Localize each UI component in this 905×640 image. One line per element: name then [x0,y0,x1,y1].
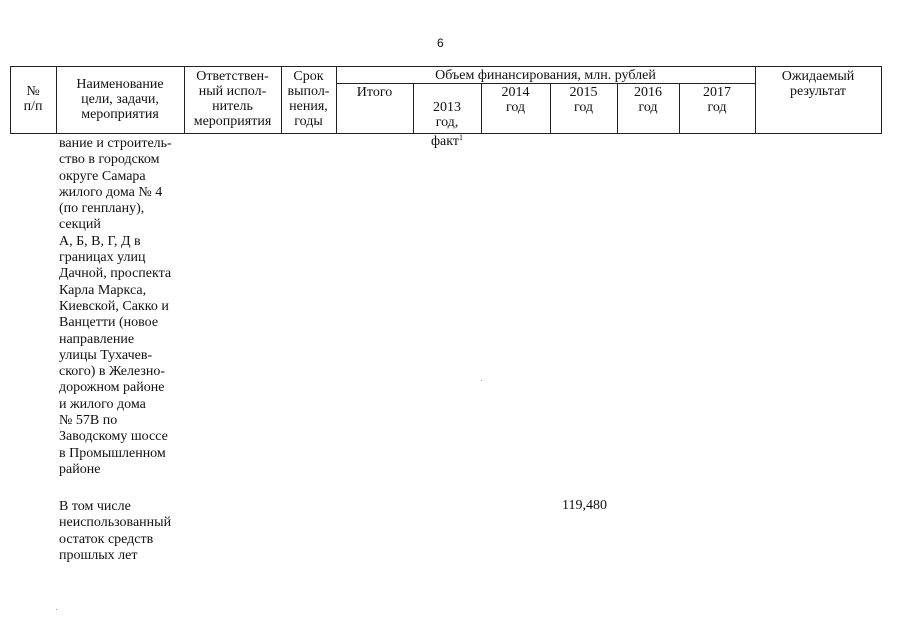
header-2013 [413,85,481,149]
header-total: Итого [356,85,393,100]
row-2-2015-value: 119,480 [562,498,607,513]
page-number: 6 [437,36,444,50]
header-2013-fact: факт$^1$ [430,133,464,149]
footnote-mark: 1 [459,133,464,142]
scan-speck [56,609,57,610]
header-2015: 2015 год [569,85,598,115]
header-result: Ожидаемый результат [781,69,855,99]
header-responsible: Ответствен- ный испол- нитель мероприятия [193,69,272,129]
header-funding-group: Объем финансирования, млн. рублей [435,68,656,83]
header-name: Наименование цели, задачи, мероприятия [76,77,164,122]
header-2017: 2017 год [703,85,731,115]
header-2013-label: 2013 год, [433,100,461,130]
row-1-name: вание и строитель- ство в городском округе Самара жилого дома № 4 (по генплану), секций А, Б, В, Г, Д в границах улиц Дачной, проспекта Карла Маркса, Киевской, Сакко и Ванцетти (новое направление улицы Тухачев- ского) в Железно- дорожном районе и жилого дома № 57В по Заводскому шоссе в Промышленном районе [59,136,172,477]
header-2016: 2016 год [634,85,662,115]
header-term: Срок выпол- нения, годы [287,69,330,129]
row-2-name: В том числе неиспользованный остаток средств прошлых лет [59,499,172,563]
scan-speck [481,380,482,381]
header-num: № п/п [23,84,43,114]
header-2014: 2014 год [501,85,530,115]
